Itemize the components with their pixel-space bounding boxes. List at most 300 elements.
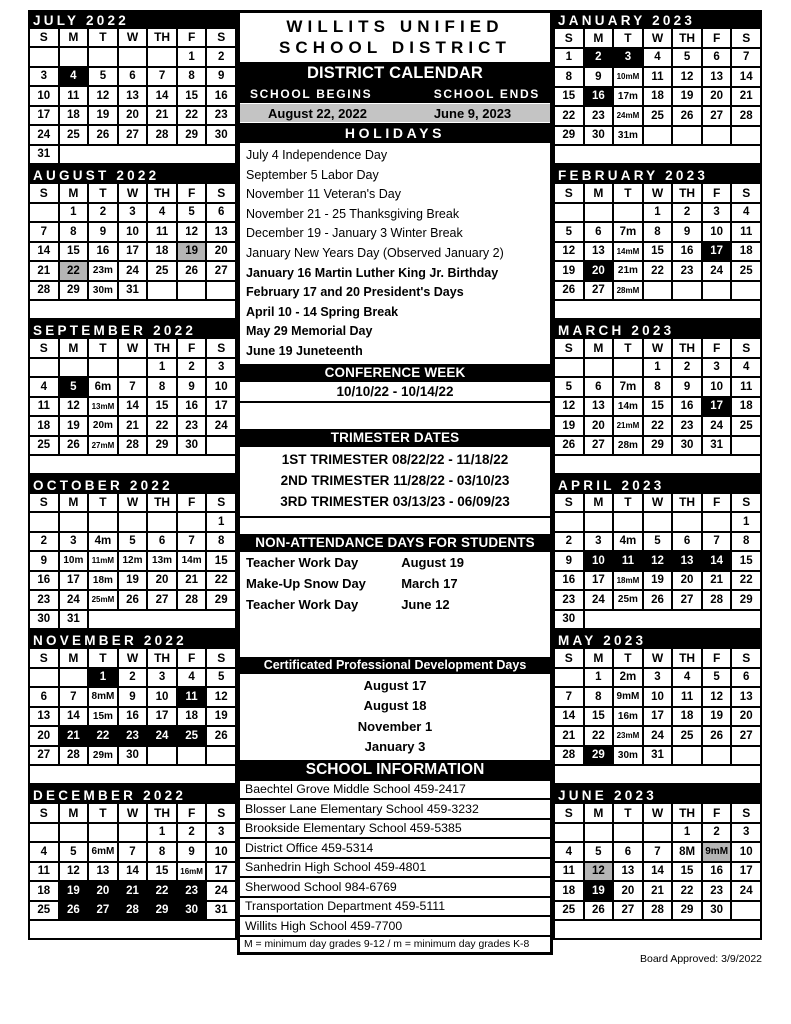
day-cell: 13 [614,863,642,881]
weekday-header: W [119,339,147,357]
day-cell: 14 [644,863,672,881]
day-cell: 23m [89,262,117,280]
day-cell: 9 [555,552,583,570]
day-cell: 19 [673,88,701,106]
day-cell: 6m [89,378,117,396]
day-cell: 5 [673,49,701,67]
day-cell: 11mM [89,552,117,570]
day-cell: 21mM [614,417,642,435]
day-cell: 8 [644,223,672,241]
day-cell: 25mM [89,591,117,609]
day-cell: 8 [555,68,583,86]
day-cell: 16 [207,87,235,105]
day-cell: 25 [673,727,701,745]
day-cell: 18 [30,417,58,435]
day-cell: 14 [732,68,760,86]
day-cell: 30 [30,611,58,629]
day-cell: 11 [673,688,701,706]
weekday-header: W [119,184,147,202]
day-cell: 22 [644,417,672,435]
day-cell: 5 [585,843,613,861]
day-cell: 26 [60,437,88,455]
weekday-header: T [614,339,642,357]
day-cell: 16 [89,243,117,261]
day-cell: 12 [60,398,88,416]
month-march-2023 [553,320,762,475]
weekday-header: W [119,804,147,822]
day-cell: 10 [585,552,613,570]
month-title: APRIL 2023 [555,477,760,494]
empty-day-cell [207,282,235,300]
day-cell: 17 [732,863,760,881]
month-june-2023 [553,785,762,940]
empty-day-cell [148,513,176,531]
district-title-line2: SCHOOL DISTRICT [278,38,512,57]
day-cell: 4 [732,359,760,377]
day-cell: 2 [89,204,117,222]
holiday-item: November 21 - 25 Thanksgiving Break [246,206,460,221]
day-cell: 27 [703,107,731,125]
weekday-header: F [178,184,206,202]
day-cell: 13 [673,552,701,570]
day-cell: 11 [60,87,88,105]
day-cell: 12 [644,552,672,570]
weekday-header: TH [148,649,176,667]
day-cell: 4 [732,204,760,222]
day-cell: 8 [732,533,760,551]
day-cell: 30m [89,282,117,300]
day-cell: 26 [178,262,206,280]
day-cell: 8 [644,378,672,396]
day-cell: 4 [30,378,58,396]
day-cell: 2 [119,669,147,687]
day-cell: 10 [30,87,58,105]
month-title: DECEMBER 2022 [30,787,235,804]
day-cell: 9 [178,843,206,861]
day-cell: 15 [148,398,176,416]
weekday-header: F [178,804,206,822]
empty-day-cell [148,747,176,765]
non-attendance-label: Make-Up Snow Day [246,575,366,591]
month-grid [30,804,235,919]
day-cell: 8 [178,68,206,86]
holiday-item: April 10 - 14 Spring Break [246,304,399,319]
month-spacer [555,299,760,318]
day-cell: 28mM [614,282,642,300]
empty-day-cell [555,204,583,222]
day-cell: 2 [30,533,58,551]
school-begins-date: August 22, 2022 [268,105,367,121]
day-cell: 27 [585,437,613,455]
weekday-header: M [60,339,88,357]
day-cell: 1 [585,669,613,687]
day-cell: 13 [89,863,117,881]
cpd-day: August 17 [363,677,427,693]
day-cell: 19 [178,243,206,261]
day-cell: 21 [644,882,672,900]
day-cell: 12 [178,223,206,241]
empty-day-cell [614,824,642,842]
empty-day-cell [119,513,147,531]
day-cell: 21 [148,107,176,125]
day-cell: 26 [555,437,583,455]
school-info-row: Sherwood School 984-6769 [240,878,550,898]
spacer [240,615,550,657]
non-attendance-row [240,594,550,615]
weekday-header: S [207,339,235,357]
day-cell: 2m [614,669,642,687]
day-cell: 11 [148,223,176,241]
day-cell: 29 [60,282,88,300]
day-cell: 25 [555,902,583,920]
weekday-header: S [732,804,760,822]
month-grid [555,29,760,144]
day-cell: 3 [703,359,731,377]
day-cell: 14m [178,552,206,570]
trimester-item: 2ND TRIMESTER 11/28/22 - 03/10/23 [280,472,510,488]
day-cell: 10 [644,688,672,706]
day-cell: 4 [30,843,58,861]
day-cell: 6 [207,204,235,222]
day-cell: 22 [555,107,583,125]
day-cell: 17 [585,572,613,590]
weekday-header: S [555,339,583,357]
day-cell: 29 [207,591,235,609]
day-cell: 14 [148,87,176,105]
empty-day-cell [614,204,642,222]
empty-day-cell [555,669,583,687]
empty-day-cell [703,747,731,765]
day-cell: 14 [703,552,731,570]
day-cell: 26 [89,126,117,144]
weekday-header: M [585,339,613,357]
day-cell: 22 [644,262,672,280]
day-cell: 2 [673,359,701,377]
day-cell: 22 [148,417,176,435]
empty-day-cell [30,513,58,531]
day-cell: 7 [119,378,147,396]
day-cell: 15 [732,552,760,570]
day-cell: 19 [119,572,147,590]
day-cell: 2 [178,824,206,842]
left-months-column [28,10,237,940]
month-december-2022 [28,785,237,940]
weekday-header: F [178,649,206,667]
day-cell: 28 [148,126,176,144]
day-cell: 8M [673,843,701,861]
day-cell: 30 [673,437,701,455]
weekday-header: S [555,29,583,47]
month-may-2023 [553,630,762,785]
month-spacer [30,919,235,938]
day-cell: 29 [644,437,672,455]
day-cell: 31 [60,611,88,629]
holiday-item: June 19 Juneteenth [246,343,363,358]
empty-day-cell [585,204,613,222]
day-cell: 9 [89,223,117,241]
day-cell: 21m [614,262,642,280]
day-cell: 23 [207,107,235,125]
day-cell: 25 [148,262,176,280]
day-cell: 28 [119,902,147,920]
empty-day-cell [732,902,760,920]
weekday-header: S [732,494,760,512]
weekday-header: T [89,339,117,357]
district-calendar-page [28,10,762,955]
day-cell: 26 [703,727,731,745]
day-cell: 21 [119,882,147,900]
school-ends-label: SCHOOL ENDS [433,87,540,101]
empty-day-cell [60,669,88,687]
weekday-header: M [60,804,88,822]
weekday-header: S [207,494,235,512]
day-cell: 27 [119,126,147,144]
day-cell: 25 [178,727,206,745]
day-cell: 12 [207,688,235,706]
day-cell: 16 [673,398,701,416]
day-cell: 6 [585,223,613,241]
day-cell: 18 [30,882,58,900]
month-spacer [30,454,235,473]
empty-merged-cell [89,611,235,629]
day-cell: 22 [89,727,117,745]
day-cell: 7m [614,378,642,396]
day-cell: 31 [644,747,672,765]
day-cell: 31 [703,437,731,455]
month-title: JULY 2022 [30,12,235,29]
day-cell: 24 [207,882,235,900]
holiday-item: September 5 Labor Day [246,167,379,182]
empty-day-cell [178,513,206,531]
month-grid [30,649,235,764]
day-cell: 28 [60,747,88,765]
day-cell: 18m [89,572,117,590]
day-cell: 20 [119,107,147,125]
day-cell: 15 [178,87,206,105]
day-cell: 5 [60,843,88,861]
school-info-row: Transportation Department 459-5111 [240,898,550,918]
day-cell: 6 [585,378,613,396]
day-cell: 24 [644,727,672,745]
day-cell: 25m [614,591,642,609]
day-cell: 20 [148,572,176,590]
day-cell: 4 [555,843,583,861]
day-cell: 2 [673,204,701,222]
weekday-header: S [732,29,760,47]
day-cell: 1 [673,824,701,842]
day-cell: 31 [30,146,58,164]
day-cell: 15m [89,708,117,726]
day-cell: 12m [119,552,147,570]
weekday-header: W [644,29,672,47]
day-cell: 28 [732,107,760,125]
empty-day-cell [60,48,88,66]
day-cell: 5 [703,669,731,687]
empty-day-cell [30,48,58,66]
weekday-header: T [89,184,117,202]
conference-week-dates: 10/10/22 - 10/14/22 [240,382,550,403]
day-cell: 27 [148,591,176,609]
day-cell: 2 [555,533,583,551]
day-cell: 16 [555,572,583,590]
day-cell: 17 [207,863,235,881]
empty-day-cell [673,513,701,531]
day-cell: 4m [614,533,642,551]
day-cell: 4 [178,669,206,687]
day-cell: 5 [644,533,672,551]
day-cell: 21 [30,262,58,280]
weekday-header: S [555,804,583,822]
empty-day-cell [207,747,235,765]
day-cell: 11 [30,398,58,416]
day-cell: 29 [585,747,613,765]
empty-day-cell [60,359,88,377]
day-cell: 11 [614,552,642,570]
day-cell: 3 [148,669,176,687]
day-cell: 20m [89,417,117,435]
weekday-header: W [119,494,147,512]
day-cell: 11 [178,688,206,706]
day-cell: 23 [30,591,58,609]
weekday-header: F [178,494,206,512]
holidays-heading: HOLIDAYS [240,123,550,143]
day-cell: 11 [732,378,760,396]
day-cell: 20 [207,243,235,261]
empty-day-cell [644,824,672,842]
day-cell: 14mM [614,243,642,261]
school-ends-date: June 9, 2023 [433,105,512,121]
month-grid [30,494,235,629]
day-cell: 18mM [614,572,642,590]
holiday-item: July 4 Independence Day [246,148,388,162]
day-cell: 13 [585,243,613,261]
empty-day-cell [732,437,760,455]
month-title: JUNE 2023 [555,787,760,804]
board-approved-note: Board Approved: 3/9/2022 [639,953,762,965]
weekday-header: S [555,649,583,667]
month-grid [555,339,760,454]
empty-day-cell [60,824,88,842]
day-cell: 7 [148,68,176,86]
day-cell: 19 [644,572,672,590]
day-cell: 5 [555,223,583,241]
month-august-2022 [28,165,237,320]
month-grid [555,184,760,299]
day-cell: 21 [703,572,731,590]
right-months-column [553,10,762,940]
day-cell: 9 [30,552,58,570]
month-november-2022 [28,630,237,785]
day-cell: 24 [119,262,147,280]
day-cell: 4 [644,49,672,67]
day-cell: 17 [207,398,235,416]
day-cell: 21 [178,572,206,590]
day-cell: 31 [207,902,235,920]
day-cell: 1 [207,513,235,531]
day-cell: 14 [119,398,147,416]
day-cell: 6 [703,49,731,67]
non-attendance-list [240,552,550,615]
empty-day-cell [732,747,760,765]
non-attendance-date: June 12 [401,596,450,612]
day-cell: 10 [207,843,235,861]
empty-day-cell [89,824,117,842]
school-info-row: Brookside Elementary School 459-5385 [240,820,550,840]
day-cell: 19 [89,107,117,125]
weekday-header: F [178,339,206,357]
day-cell: 3 [207,824,235,842]
day-cell: 29m [89,747,117,765]
weekday-header: TH [148,804,176,822]
day-cell: 7 [30,223,58,241]
day-cell: 8 [585,688,613,706]
empty-day-cell [30,359,58,377]
cpd-day: August 18 [363,698,427,714]
day-cell: 7 [732,49,760,67]
day-cell: 8 [148,843,176,861]
weekday-header: W [119,649,147,667]
month-spacer [555,764,760,783]
day-cell: 1 [60,204,88,222]
day-cell: 8 [60,223,88,241]
empty-day-cell [644,127,672,145]
day-cell: 22 [673,882,701,900]
day-cell: 23 [585,107,613,125]
day-cell: 4 [673,669,701,687]
center-panel [237,10,553,955]
day-cell: 10 [148,688,176,706]
weekday-header: M [60,29,88,47]
day-cell: 6 [148,533,176,551]
weekday-header: TH [673,649,701,667]
day-cell: 18 [644,88,672,106]
day-cell: 26 [207,727,235,745]
day-cell: 12 [673,68,701,86]
day-cell: 21 [732,88,760,106]
weekday-header: S [732,339,760,357]
school-info-row: Blosser Lane Elementary School 459-3232 [240,800,550,820]
day-cell: 24 [60,591,88,609]
empty-day-cell [178,282,206,300]
month-title: FEBRUARY 2023 [555,167,760,184]
weekday-header: S [207,29,235,47]
weekday-header: TH [673,804,701,822]
day-cell: 24mM [614,107,642,125]
school-info-row: District Office 459-5314 [240,839,550,859]
day-cell: 3 [732,824,760,842]
day-cell: 9mM [614,688,642,706]
day-cell: 30 [178,902,206,920]
trimester-item: 3RD TRIMESTER 03/13/23 - 06/09/23 [280,493,510,509]
day-cell: 1 [178,48,206,66]
day-cell: 9 [673,378,701,396]
day-cell: 7 [555,688,583,706]
day-cell: 28 [178,591,206,609]
day-cell: 29 [148,902,176,920]
month-title: MAY 2023 [555,632,760,649]
day-cell: 4m [89,533,117,551]
day-cell: 27mM [89,437,117,455]
empty-day-cell [585,359,613,377]
day-cell: 21 [555,727,583,745]
day-cell: 6 [119,68,147,86]
district-title-line1: WILLITS UNIFIED [286,17,504,36]
weekday-header: S [207,184,235,202]
holiday-item: January New Years Day (Observed January 2) [246,245,504,260]
day-cell: 10m [60,552,88,570]
weekday-header: TH [673,29,701,47]
minimum-day-legend: M = minimum day grades 9-12 / m = minimum day grades K-8 [244,938,530,950]
